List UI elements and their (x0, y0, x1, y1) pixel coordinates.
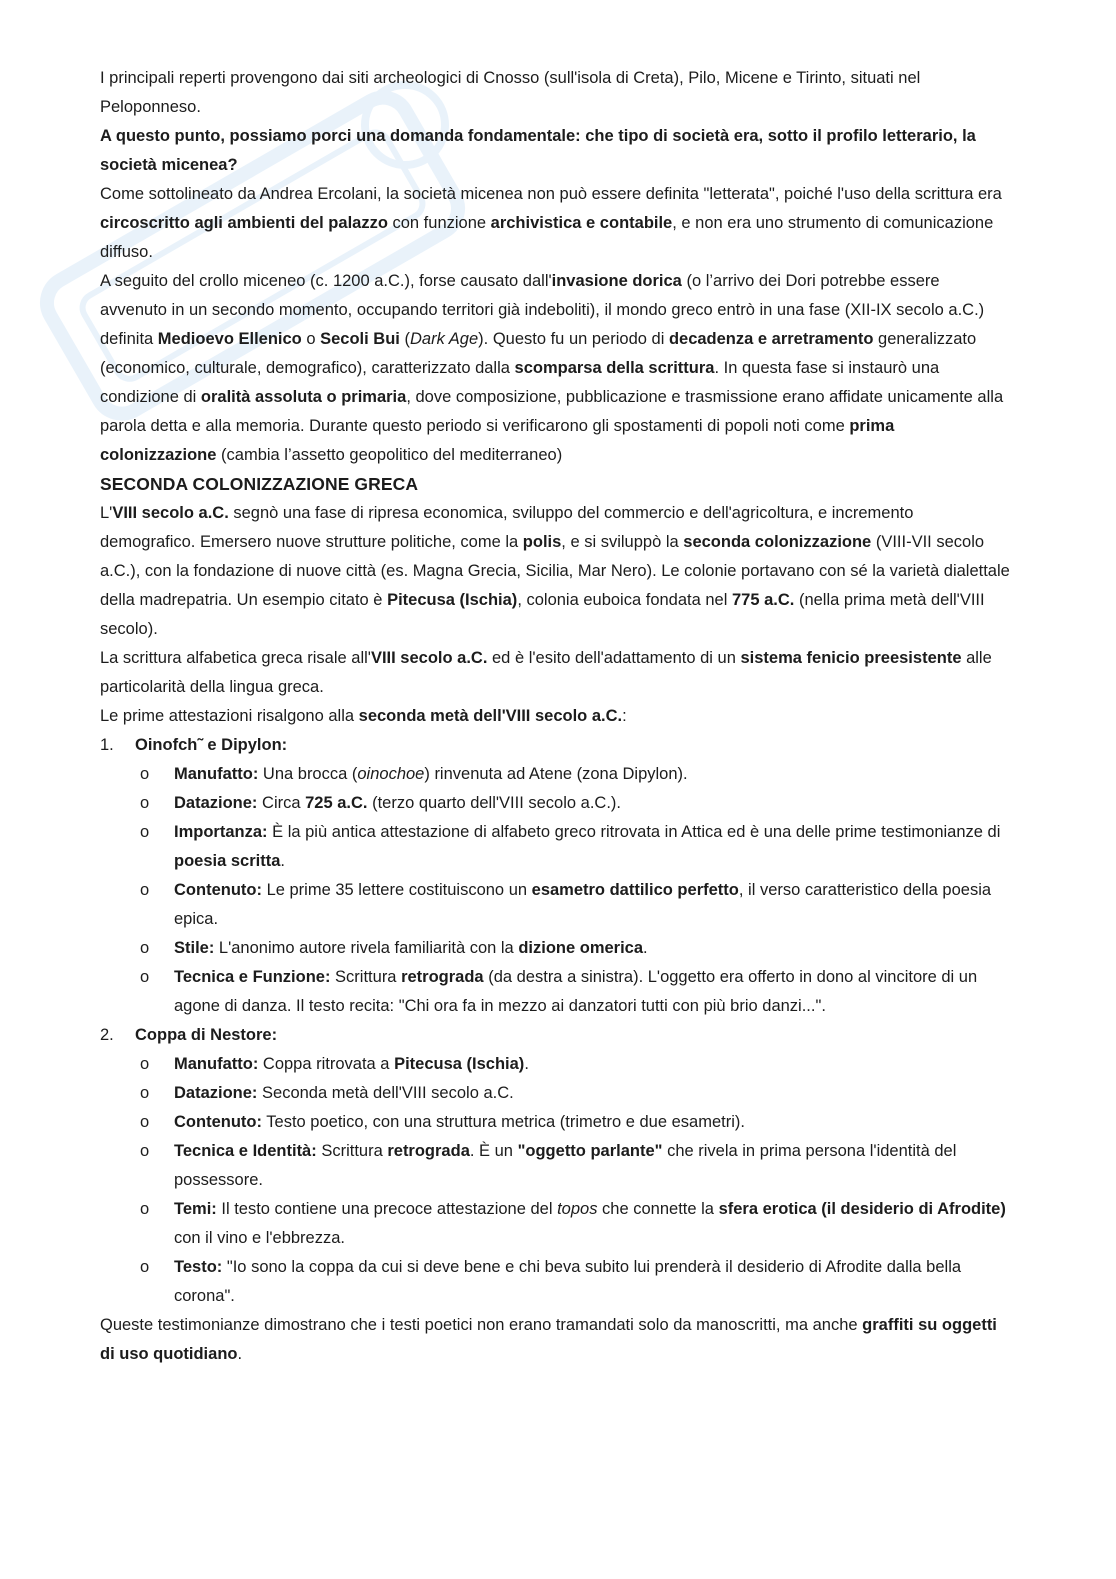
text-run: L' (100, 504, 113, 522)
text-run: (VIII-VII secolo a.C.), con la fondazione di nuove città (es. Magna Grecia, Sicilia, Mar Nero). Le colonie portavano con sé la varietà dialettale della madrepatria. Un esempio citato è (100, 533, 1010, 609)
bold-text: circoscritto agli ambienti del palazzo (100, 214, 388, 232)
numbered-item-title (100, 731, 1010, 760)
text-run: Queste testimonianze dimostrano che i testi poetici non erano tramandati solo da manoscritti, ma anche (100, 1316, 863, 1334)
bullet-marker: o (140, 881, 150, 899)
text-run: Come sottolineato da Andrea Ercolani, la società micenea non può essere definita "letterata", poiché l'uso della scrittura era (100, 185, 1002, 203)
bold-text: oralità assoluta o primaria (200, 388, 407, 406)
bold-text: sistema fenicio preesistente (740, 649, 962, 667)
bold-text: Tecnica e Identità: (174, 1142, 317, 1160)
text-run: che connette la (597, 1200, 719, 1218)
bold-text: VIII secolo a.C. (112, 504, 229, 522)
bold-text: Secoli Bui (320, 330, 400, 348)
bold-text: 725 a.C. (305, 794, 368, 812)
bullet-marker: o (140, 1084, 150, 1102)
text-run: alle particolarità della lingua greca. (100, 649, 992, 696)
text-run: Una brocca ( (258, 765, 358, 783)
text-run: ed è l'esito dell'adattamento di un (487, 649, 741, 667)
text-run: Testo poetico, con una struttura metrica (trimetro e due esametri). (261, 1113, 745, 1131)
section-heading (100, 470, 1010, 499)
bold-text: retrograda (401, 968, 484, 986)
bullet-item (100, 760, 1010, 789)
text-run: . (237, 1345, 243, 1363)
bold-text: esametro dattilico perfetto (531, 881, 739, 899)
bullet-item (100, 1079, 1010, 1108)
bullet-marker: o (140, 939, 150, 957)
text-run: . In questa fase si instaurò una condizione di (100, 359, 940, 406)
text-run: . (280, 852, 285, 870)
text-run: : (622, 707, 627, 725)
bullet-marker: o (140, 765, 150, 783)
paragraph (100, 1311, 1010, 1369)
bold-text: Manufatto: (174, 1055, 259, 1073)
bold-text: poesia scritta (174, 852, 281, 870)
bold-text: Manufatto: (174, 765, 259, 783)
bullet-item (100, 963, 1010, 1021)
bold-text: prima colonizzazione (100, 417, 895, 464)
text-run: Le prime attestazioni risalgono alla (100, 707, 359, 725)
text-run: Seconda metà dell'VIII secolo a.C. (257, 1084, 514, 1102)
bold-text: 775 a.C. (731, 591, 795, 609)
bold-text: seconda metà dell'VIII secolo a.C. (358, 707, 623, 725)
bold-text: decadenza e arretramento (668, 330, 874, 348)
text-run: I principali reperti provengono dai siti archeologici di Cnosso (sull'isola di Creta), Pilo, Micene e Tirinto, situati nel Peloponneso. (100, 69, 921, 116)
text-run: Coppa ritrovata a (258, 1055, 395, 1073)
list-number: 1. (100, 736, 114, 754)
bold-text: Datazione: (174, 794, 258, 812)
text-run: ) rinvenuta ad Atene (zona Dipylon). (424, 765, 688, 783)
paragraph (100, 122, 1010, 180)
numbered-list-item (100, 731, 1010, 1021)
bold-text: Contenuto: (174, 881, 262, 899)
bold-text: archivistica e contabile (490, 214, 673, 232)
bold-text: VIII secolo a.C. (370, 649, 488, 667)
paragraph (100, 64, 1010, 122)
text-run: Il testo contiene una precoce attestazione del (216, 1200, 558, 1218)
text-run: A seguito del crollo miceneo (c. 1200 a.C.), forse causato dall' (100, 272, 552, 290)
text-run: Circa (257, 794, 306, 812)
text-run: . (524, 1055, 529, 1073)
bold-text: graffiti su oggetti di uso quotidiano (100, 1316, 997, 1363)
bold-text: Pitecusa (Ischia) (394, 1055, 525, 1073)
bold-text: Medioevo Ellenico (157, 330, 302, 348)
bold-text: Contenuto: (174, 1113, 262, 1131)
bullet-marker: o (140, 1200, 150, 1218)
italic-text: oinochoe (357, 765, 425, 783)
text-run: (da destra a sinistra). L'oggetto era offerto in dono al vincitore di un agone di danza. Il testo recita: "Chi ora fa in mezzo ai danzatori tutti con più brio danzi...". (174, 968, 978, 1015)
text-run: "Io sono la coppa da cui si deve bene e chi beva subito lui prenderà il desiderio di Afrodite dalla bella corona". (174, 1258, 962, 1305)
list-number: 2. (100, 1026, 114, 1044)
text-run: SECONDA COLONIZZAZIONE GRECA (100, 474, 419, 494)
bold-text: A questo punto, possiamo porci una domanda fondamentale: che tipo di società era, sotto il profilo letterario, la società micenea? (100, 127, 976, 174)
bullet-item (100, 1253, 1010, 1311)
document-body (100, 64, 1010, 1369)
bullet-item (100, 934, 1010, 963)
text-run: ( (399, 330, 410, 348)
text-run: (terzo quarto dell'VIII secolo a.C.). (367, 794, 621, 812)
bullet-marker: o (140, 1113, 150, 1131)
text-run: segnò una fase di ripresa economica, sviluppo del commercio e dell'agricoltura, e incremento demografico. Emersero nuove strutture politiche, come la (100, 504, 914, 551)
numbered-item-title (100, 1021, 1010, 1050)
bullet-item (100, 818, 1010, 876)
bold-text: Tecnica e Funzione: (174, 968, 331, 986)
bold-text: polis (522, 533, 562, 551)
bold-text: Stile: (174, 939, 215, 957)
bullet-marker: o (140, 1142, 150, 1160)
italic-text: topos (557, 1200, 598, 1218)
bullet-marker: o (140, 823, 150, 841)
bullet-item (100, 1195, 1010, 1253)
bullet-item (100, 1050, 1010, 1079)
text-run: o (301, 330, 321, 348)
bullet-item (100, 1137, 1010, 1195)
bullet-item (100, 1108, 1010, 1137)
text-run: , dove composizione, pubblicazione e trasmissione erano affidate unicamente alla parola detta e alla memoria. Durante questo periodo si verificarono gli spostamenti di popoli noti come (100, 388, 1004, 435)
bold-text: Coppa di Nestore: (135, 1026, 278, 1044)
bullet-marker: o (140, 968, 150, 986)
text-run: con funzione (387, 214, 491, 232)
paragraph (100, 267, 1010, 470)
bold-text: Testo: (174, 1258, 223, 1276)
text-run: (nella prima metà dell'VIII secolo). (100, 591, 985, 638)
text-run: (cambia l’assetto geopolitico del mediterraneo) (216, 446, 563, 464)
bullet-marker: o (140, 1258, 150, 1276)
bullet-marker: o (140, 1055, 150, 1073)
text-run: con il vino e l'ebbrezza. (174, 1229, 345, 1247)
bold-text: invasione dorica (551, 272, 682, 290)
bullet-item (100, 789, 1010, 818)
text-run: , e si sviluppò la (561, 533, 684, 551)
text-run: Le prime 35 lettere costituiscono un (261, 881, 532, 899)
bold-text: Temi: (174, 1200, 217, 1218)
text-run: generalizzato (economico, culturale, demografico), caratterizzato dalla (100, 330, 977, 377)
text-run: , il verso caratteristico della poesia epica. (174, 881, 992, 928)
text-run: È la più antica attestazione di alfabeto greco ritrovata in Attica ed è una delle prime testimonianze di (267, 823, 1001, 841)
bold-text: "oggetto parlante" (517, 1142, 663, 1160)
bullet-item (100, 876, 1010, 934)
paragraph (100, 702, 1010, 731)
text-run: La scrittura alfabetica greca risale all' (100, 649, 371, 667)
bold-text: seconda colonizzazione (683, 533, 872, 551)
paragraph (100, 499, 1010, 644)
text-run: , e non era uno strumento di comunicazione diffuso. (100, 214, 994, 261)
text-run: Scrittura (330, 968, 402, 986)
bold-text: Datazione: (174, 1084, 258, 1102)
numbered-list-item (100, 1021, 1010, 1311)
paragraph (100, 180, 1010, 267)
text-run: che rivela in prima persona l'identità del possessore. (174, 1142, 957, 1189)
paragraph (100, 644, 1010, 702)
text-run: . È un (469, 1142, 518, 1160)
text-run: , colonia euboica fondata nel (517, 591, 732, 609)
text-run: Scrittura (316, 1142, 388, 1160)
bold-text: retrograda (387, 1142, 470, 1160)
text-run: . (643, 939, 648, 957)
bullet-marker: o (140, 794, 150, 812)
bold-text: dizione omerica (518, 939, 644, 957)
bold-text: sfera erotica (il desiderio di Afrodite) (718, 1200, 1006, 1218)
bold-text: Oinofch˜ e Dipylon: (135, 736, 288, 754)
text-run: (o l’arrivo dei Dori potrebbe essere avvenuto in un secondo momento, occupando territori già indeboliti), il mondo greco entrò in una fase (XII-IX secolo a.C.) definita (100, 272, 985, 348)
bold-text: Pitecusa (Ischia) (387, 591, 518, 609)
bold-text: scomparsa della scrittura (514, 359, 715, 377)
bold-text: Importanza: (174, 823, 268, 841)
italic-text: Dark Age (409, 330, 479, 348)
text-run: ). Questo fu un periodo di (478, 330, 669, 348)
text-run: L'anonimo autore rivela familiarità con la (214, 939, 519, 957)
